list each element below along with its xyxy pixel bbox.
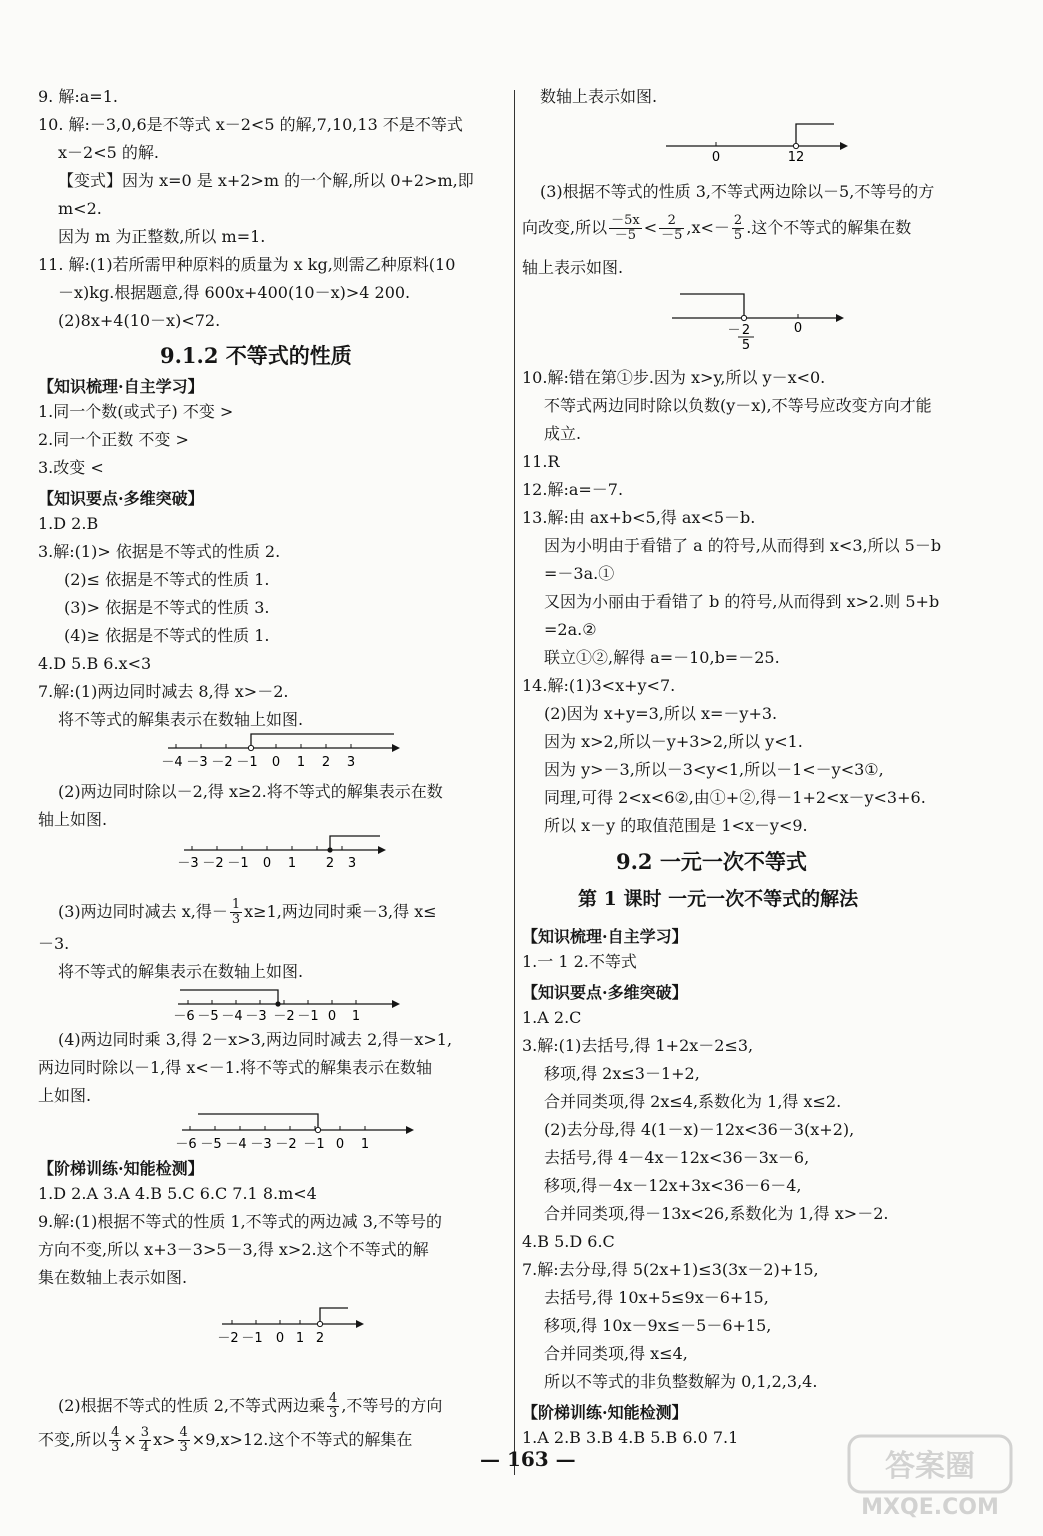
jieti-9-1: 9.解:(1)根据不等式的性质 1,不等式的两边减 3,不等号的 xyxy=(38,1212,443,1231)
tick-label: 3 xyxy=(346,755,356,770)
yaodian-7-1: 7.解:(1)两边同时减去 8,得 x>－2. xyxy=(38,682,289,701)
tick-label: 1 xyxy=(360,1137,370,1152)
lesson-title: 第 1 课时 一元一次不等式的解法 xyxy=(578,888,859,910)
tick-label: －3 xyxy=(250,1137,272,1152)
r-heading-zhishi: 【知识梳理·自主学习】 xyxy=(522,927,688,946)
variant-10-cont2: 因为 m 为正整数,所以 m=1. xyxy=(58,227,266,246)
yaodian-3-4: (4)≥ 依据是不等式的性质 1. xyxy=(64,626,270,645)
numerator: 4 xyxy=(179,1425,188,1440)
jieti-1-8: 1.D 2.A 3.A 4.B 5.C 6.C 7.1 8.m<4 xyxy=(38,1184,317,1203)
numerator: 3 xyxy=(140,1425,150,1440)
denominator: 3 xyxy=(231,912,241,927)
r-heading-jieti: 【阶梯训练·知能检测】 xyxy=(522,1403,688,1422)
yaodian-7-9: 两边同时除以－1,得 x<－1.将不等式的解集表示在数轴 xyxy=(38,1058,433,1077)
knowledge-3: 3.改变 < xyxy=(38,458,104,477)
tick-label: 1 xyxy=(295,1331,305,1346)
tick-label: 5 xyxy=(741,338,751,353)
numerator: 4 xyxy=(329,1391,338,1406)
text-run: ,不等号的方向 xyxy=(341,1396,443,1415)
denominator: 3 xyxy=(179,1440,188,1455)
tick-label: －5 xyxy=(197,1009,219,1024)
tick-label: 0 xyxy=(262,856,272,871)
tick-label: 0 xyxy=(335,1137,345,1152)
section-title-9-2: 9.2 一元一次不等式 xyxy=(616,849,807,874)
tick-label: －2 xyxy=(275,1137,297,1152)
yaodian-7-10: 上如图. xyxy=(38,1086,92,1105)
tick-label: 1 xyxy=(351,1009,361,1024)
r-answer-10: 10.解:错在第①步.因为 x>y,所以 y－x<0. xyxy=(522,368,826,387)
yaodian-7-8: (4)两边同时乘 3,得 2－x>3,两边同时减去 2,得－x>1, xyxy=(58,1030,453,1049)
tick-label: －1 xyxy=(236,755,258,770)
r-answer-14-3: 因为 x>2,所以－y+3>2,所以 y<1. xyxy=(544,732,803,751)
r-yaodian-3-3: 合并同类项,得 2x≤4,系数化为 1,得 x≤2. xyxy=(544,1092,842,1111)
denominator: 5 xyxy=(733,228,743,243)
r-yaodian-4-6: 4.B 5.D 6.C xyxy=(522,1232,615,1251)
r-knowledge-1-2: 1.一 1 2.不等式 xyxy=(522,952,637,971)
fraction xyxy=(139,1426,151,1455)
tick-label: 2 xyxy=(325,856,335,871)
tick-label: 0 xyxy=(271,755,281,770)
jieti-9-3: 集在数轴上表示如图. xyxy=(38,1268,188,1287)
text-run: x≥1,两边同时乘－3,得 x≤ xyxy=(244,902,437,921)
r-yaodian-3-1: 3.解:(1)去括号,得 1+2x－2≤3, xyxy=(522,1036,754,1055)
yaodian-1-2: 1.D 2.B xyxy=(38,514,99,533)
numerator: 2 xyxy=(733,213,743,228)
r-answer-14-4: 因为 y>－3,所以－3<y<1,所以－1<－y<3①, xyxy=(544,760,884,779)
r-yaodian-3-7: 合并同类项,得－13x<26,系数化为 1,得 x>－2. xyxy=(544,1204,889,1223)
jieti-9-4 xyxy=(58,1390,442,1422)
tick-label: 1 xyxy=(296,755,306,770)
tick-label: －4 xyxy=(221,1009,243,1024)
knowledge-1: 1.同一个数(或式子) 不变 > xyxy=(38,402,234,421)
r-answer-10-cont2: 成立. xyxy=(544,424,582,443)
tick-label: －2 xyxy=(273,1009,295,1024)
r-yaodian-7-1: 7.解:去分母,得 5(2x+1)≤3(3x－2)+15, xyxy=(522,1260,819,1279)
answer-10-cont: x－2<5 的解. xyxy=(58,143,159,162)
tick-label: 2 xyxy=(741,323,751,338)
fraction-one-third xyxy=(230,898,242,927)
tick-label: －6 xyxy=(173,1009,195,1024)
r-yaodian-1-2: 1.A 2.C xyxy=(522,1008,582,1027)
svg-text:MXQE.COM: MXQE.COM xyxy=(861,1495,999,1520)
tick-label: －1 xyxy=(297,1009,319,1024)
text-run: (3)两边同时减去 x,得－ xyxy=(58,902,228,921)
r-answer-13-3: =－3a.① xyxy=(544,564,615,583)
r-answer-14-6: 所以 x－y 的取值范围是 1<x－y<9. xyxy=(544,816,808,835)
section-title-9-1-2: 9.1.2 不等式的性质 xyxy=(160,343,352,368)
number-line-3 xyxy=(173,984,404,1024)
heading-jieti: 【阶梯训练·知能检测】 xyxy=(38,1159,204,1178)
r-line-4: 轴上表示如图. xyxy=(522,258,624,277)
r-answer-13-4: 又因为小丽由于看错了 b 的符号,从而得到 x>2.则 5+b xyxy=(544,592,940,611)
tick-label: －1 xyxy=(303,1137,325,1152)
tick-label: －3 xyxy=(177,856,199,871)
r-yaodian-7-3: 移项,得 10x－9x≤－5－6+15, xyxy=(544,1316,772,1335)
answer-10: 10. 解:－3,0,6是不等式 x－2<5 的解,7,10,13 不是不等式 xyxy=(38,115,463,134)
r-answer-11: 11.R xyxy=(522,452,560,471)
tick-label: －1 xyxy=(241,1331,263,1346)
number-line-7 xyxy=(668,290,848,353)
r-line-3: 向改变,所以 $\frac{-5x}{-5}$ < $\frac{2}{-5}$ ,x<－ $\frac{2}{5}$ .这个不等式的解集在数 xyxy=(522,213,912,243)
tick-label: 2 xyxy=(315,1331,325,1346)
variant-10-cont: m<2. xyxy=(58,199,102,218)
yaodian-4-6: 4.D 5.B 6.x<3 xyxy=(38,654,152,673)
r-line-2: (3)根据不等式的性质 3,不等式两边除以－5,不等号的方 xyxy=(540,182,935,201)
tick-label: －4 xyxy=(225,1137,247,1152)
r-answer-13-6: 联立①②,解得 a=－10,b=－25. xyxy=(544,648,780,667)
variant-10: 【变式】因为 x=0 是 x+2>m 的一个解,所以 0+2>m,即 xyxy=(58,171,474,190)
tick-label: 0 xyxy=(711,150,721,165)
answer-11-cont: －x)kg.根据题意,得 600x+400(10－x)>4 200. xyxy=(58,283,411,302)
tick-label: 1 xyxy=(287,856,297,871)
tick-label: 3 xyxy=(347,856,357,871)
column-divider xyxy=(514,90,515,1475)
tick-label: －5 xyxy=(200,1137,222,1152)
tick-label: 12 xyxy=(787,150,805,165)
r-answer-14-5: 同理,可得 2<x<6②,由①+②,得－1+2<x－y<3+6. xyxy=(544,788,926,807)
yaodian-7-3: (2)两边同时除以－2,得 x≥2.将不等式的解集表示在数 xyxy=(58,782,443,801)
fraction xyxy=(109,1426,121,1455)
yaodian-3-2: (2)≤ 依据是不等式的性质 1. xyxy=(64,570,270,589)
watermark-logo xyxy=(845,1432,1015,1522)
text-run: (2)根据不等式的性质 2,不等式两边乘 xyxy=(58,1396,326,1415)
r-answer-14-2: (2)因为 x+y=3,所以 x=－y+3. xyxy=(544,704,778,723)
r-answer-12: 12.解:a=－7. xyxy=(522,480,624,499)
numerator: －5x xyxy=(611,213,640,228)
yaodian-7-5 xyxy=(58,896,437,928)
numerator: 2 xyxy=(659,214,684,229)
fraction-four-thirds xyxy=(327,1392,339,1421)
r-answer-13-5: =2a.② xyxy=(544,620,597,639)
jieti-9-2: 方向不变,所以 x+3－3>5－3,得 x>2.这个不等式的解 xyxy=(38,1240,429,1259)
text-run: 不变,所以 xyxy=(38,1430,108,1449)
tick-label: －4 xyxy=(161,755,183,770)
tick-label: －2 xyxy=(211,755,233,770)
jieti-9-5: 不变,所以 $\frac{4}{3}$ × $\frac{3}{4}$ x> $\frac{4}{3}$ ×9,x>12.这个不等式的解集在 xyxy=(38,1425,413,1455)
yaodian-7-7: 将不等式的解集表示在数轴上如图. xyxy=(58,962,304,981)
number-line-5 xyxy=(218,1300,368,1344)
denominator: 4 xyxy=(140,1440,150,1455)
number-line-6 xyxy=(662,118,852,165)
r-jieti-1-7: 1.A 2.B 3.B 4.B 5.B 6.0 7.1 xyxy=(522,1428,739,1447)
tick-label: －2 xyxy=(202,856,224,871)
knowledge-2: 2.同一个正数 不变 > xyxy=(38,430,189,449)
yaodian-7-2: 将不等式的解集表示在数轴上如图. xyxy=(58,710,304,729)
heading-zhishi-shuli: 【知识梳理·自主学习】 xyxy=(38,377,204,396)
r-yaodian-7-5: 所以不等式的非负整数解为 0,1,2,3,4. xyxy=(544,1372,818,1391)
yaodian-3-3: (3)> 依据是不等式的性质 3. xyxy=(64,598,270,617)
r-heading-yaodian: 【知识要点·多维突破】 xyxy=(522,983,688,1002)
r-answer-14: 14.解:(1)3<x+y<7. xyxy=(522,676,676,695)
text-run: .这个不等式的解集在数 xyxy=(746,218,912,237)
tick-label: 0 xyxy=(793,321,803,336)
svg-text:答案圈: 答案圈 xyxy=(885,1449,975,1484)
r-yaodian-3-5: 去括号,得 4－4x－12x<36－3x－6, xyxy=(544,1148,810,1167)
fraction xyxy=(659,214,684,243)
number-line-2 xyxy=(177,832,390,871)
text-run: 向改变,所以 xyxy=(522,218,608,237)
denominator: －5 xyxy=(614,228,637,243)
answer-11-part2: (2)8x+4(10－x)<72. xyxy=(58,311,221,330)
fraction xyxy=(178,1426,190,1455)
answer-9: 9. 解:a=1. xyxy=(38,87,118,106)
yaodian-7-6: －3. xyxy=(38,934,70,953)
tick-label: －3 xyxy=(186,755,208,770)
numerator: 4 xyxy=(111,1425,120,1440)
tick-label: － xyxy=(727,323,741,338)
tick-label: －6 xyxy=(175,1137,197,1152)
denominator: 3 xyxy=(111,1440,120,1455)
denominator: －5 xyxy=(661,228,683,243)
r-answer-13: 13.解:由 ax+b<5,得 ax<5－b. xyxy=(522,508,756,527)
r-yaodian-7-4: 合并同类项,得 x≤4, xyxy=(544,1344,688,1363)
heading-yaodian: 【知识要点·多维突破】 xyxy=(38,489,204,508)
answer-11: 11. 解:(1)若所需甲种原料的质量为 x kg,则需乙种原料(10 xyxy=(38,255,456,274)
yaodian-3-1: 3.解:(1)> 依据是不等式的性质 2. xyxy=(38,542,281,561)
r-yaodian-7-2: 去括号,得 10x+5≤9x－6+15, xyxy=(544,1288,769,1307)
fraction xyxy=(732,214,744,243)
r-yaodian-3-4: (2)去分母,得 4(1－x)－12x<36－3(x+2), xyxy=(544,1120,855,1139)
tick-label: －3 xyxy=(245,1009,267,1024)
fraction xyxy=(609,214,642,243)
number-line-1 xyxy=(161,734,404,770)
r-answer-13-2: 因为小明由于看错了 a 的符号,从而得到 x<3,所以 5－b xyxy=(544,536,942,555)
tick-label: 0 xyxy=(275,1331,285,1346)
text-run: ×9,x>12.这个不等式的解集在 xyxy=(191,1430,413,1449)
yaodian-7-4: 轴上如图. xyxy=(38,810,108,829)
tick-label: 0 xyxy=(327,1009,337,1024)
r-yaodian-3-6: 移项,得－4x－12x+3x<36－6－4, xyxy=(544,1176,802,1195)
page-number: — 163 — xyxy=(480,1447,576,1471)
tick-label: －2 xyxy=(217,1331,239,1346)
tick-label: －1 xyxy=(227,856,249,871)
text-run: ,x<－ xyxy=(686,218,730,237)
number-line-4 xyxy=(175,1108,418,1152)
denominator: 3 xyxy=(329,1406,338,1421)
r-answer-10-cont: 不等式两边同时除以负数(y－x),不等号应改变方向才能 xyxy=(544,396,932,415)
r-yaodian-3-2: 移项,得 2x≤3－1+2, xyxy=(544,1064,700,1083)
r-line-1: 数轴上表示如图. xyxy=(540,87,658,106)
tick-label: 2 xyxy=(321,755,331,770)
text-run: x> xyxy=(153,1430,176,1449)
numerator: 1 xyxy=(231,897,241,912)
